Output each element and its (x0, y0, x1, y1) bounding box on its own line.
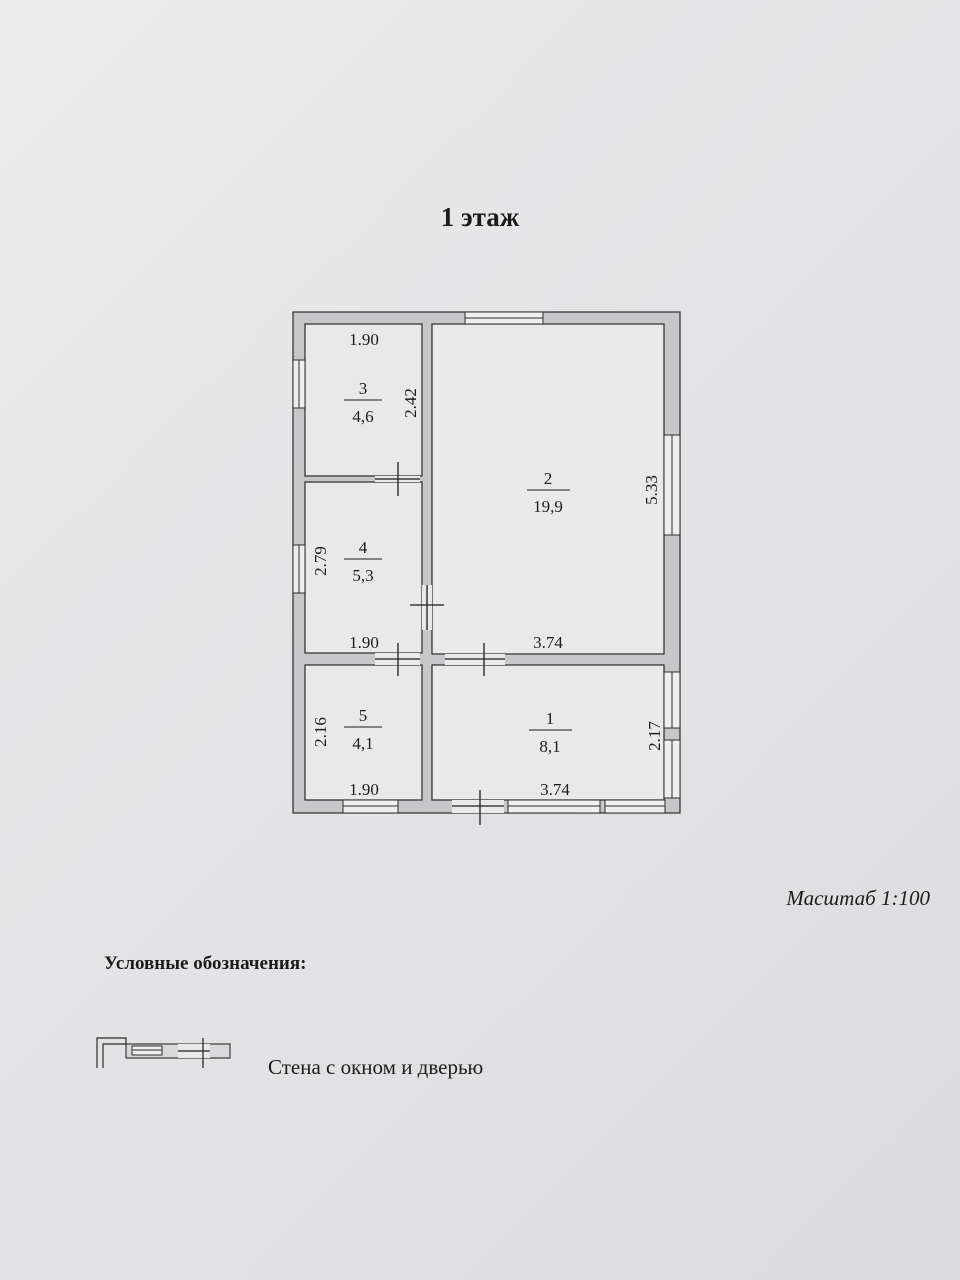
window-right-room1 (664, 672, 680, 728)
room-3-number: 3 (358, 379, 368, 398)
room-5-area: 4,1 (352, 734, 374, 753)
floor-title: 1 этаж (440, 202, 520, 232)
scale-label: Масштаб 1:100 (786, 886, 930, 910)
room-1-area: 8,1 (539, 737, 561, 756)
window-top (465, 312, 543, 324)
dim-room1-width: 3.74 (540, 780, 570, 799)
room-2-number: 2 (543, 469, 553, 488)
dim-room3-height: 2.42 (401, 388, 420, 418)
legend-title: Условные обозначения: (104, 953, 307, 974)
window-bottom-room1 (508, 800, 600, 813)
legend-item-label: Стена с окном и дверью (268, 1055, 484, 1079)
window-left-room4 (293, 545, 305, 593)
wall-window-door-icon (97, 1038, 230, 1068)
dim-room3-width: 1.90 (349, 330, 379, 349)
window-left-room3 (293, 360, 305, 408)
window-bottom-room5 (343, 800, 398, 813)
room-2 (432, 324, 664, 654)
room-1-number: 1 (545, 709, 555, 728)
dim-room5-height: 2.16 (311, 717, 330, 747)
room-4-number: 4 (358, 538, 368, 557)
dim-room4-width: 1.90 (349, 633, 379, 652)
dim-room5-width: 1.90 (349, 780, 379, 799)
window-right-room1-lower (664, 740, 680, 798)
room-2-area: 19,9 (533, 497, 563, 516)
dim-room2-height: 5.33 (642, 475, 661, 505)
room-3-area: 4,6 (352, 407, 374, 426)
room-5-number: 5 (358, 706, 368, 725)
window-bottom-room1-right (605, 800, 665, 813)
room-4-area: 5,3 (352, 566, 374, 585)
window-right-room2 (664, 435, 680, 535)
dim-room1-height: 2.17 (645, 721, 664, 751)
dim-room4-height: 2.79 (311, 546, 330, 576)
dim-room2-width: 3.74 (533, 633, 563, 652)
